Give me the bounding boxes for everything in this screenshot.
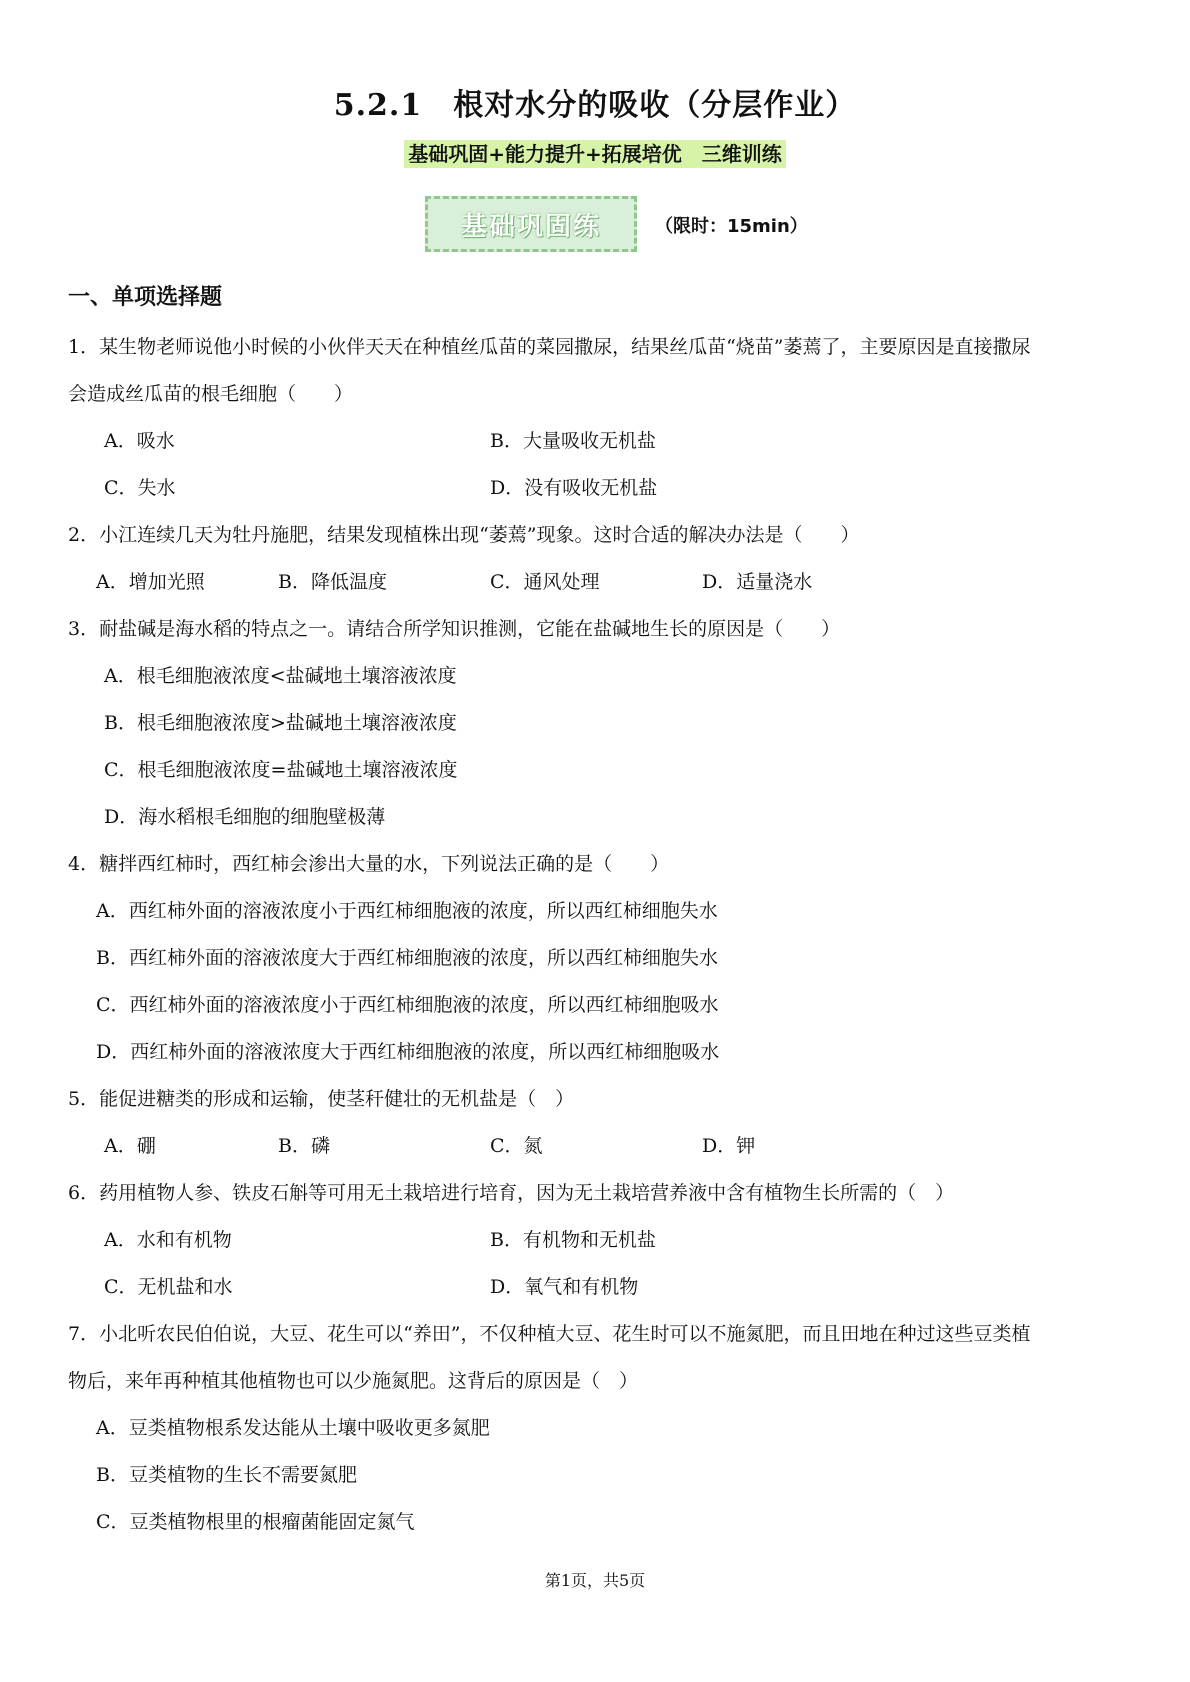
question-4-option-b[interactable]: B．西红柿外面的溶液浓度大于西红柿细胞液的浓度，所以西红柿细胞失水 [96,947,718,969]
question-7-options-row-3 [68,1499,1128,1546]
question-7-option-b[interactable]: B．豆类植物的生长不需要氮肥 [96,1464,357,1486]
question-3-option-a[interactable]: A．根毛细胞液浓度<盐碱地土壤溶液浓度 [104,665,457,687]
question-6-option-c[interactable]: C．无机盐和水 [104,1276,233,1298]
question-6-option-a[interactable]: A．水和有机物 [104,1229,232,1251]
question-4-option-a[interactable]: A．西红柿外面的溶液浓度小于西红柿细胞液的浓度，所以西红柿细胞失水 [96,900,718,922]
subtitle-container [0,140,1190,168]
question-3-options-row-4 [68,794,1128,841]
question-7-text-line-2: 物后，来年再种植其他植物也可以少施氮肥。这背后的原因是（ ） [68,1370,639,1392]
question-6-options-row-1 [68,1217,1128,1264]
page-indicator: 第1页，共5页 [544,1571,646,1590]
question-1-text-line-1: 1．某生物老师说他小时候的小伙伴天天在种植丝瓜苗的菜园撒尿，结果丝瓜苗“烧苗”萎蔫了，主要原因是直接撒尿 [68,336,1031,358]
question-1-option-a[interactable]: A．吸水 [104,430,175,452]
question-1-option-c[interactable]: C．失水 [104,477,176,499]
question-2-text: 2．小江连续几天为牡丹施肥，结果发现植株出现“萎蔫”现象。这时合适的解决办法是（ ） [68,524,860,546]
question-3-option-c[interactable]: C．根毛细胞液浓度=盐碱地土壤溶液浓度 [104,759,458,781]
question-4 [68,841,1128,1076]
question-7-text-line-1: 7．小北听农民伯伯说，大豆、花生可以“养田”，不仅种植大豆、花生时可以不施氮肥，而且田地在种过这些豆类植 [68,1323,1031,1345]
subtitle: 基础巩固+能力提升+拓展培优 三维训练 [404,140,786,168]
question-1-option-d[interactable]: D．没有吸收无机盐 [490,477,658,499]
question-3-options-row-1 [68,653,1128,700]
question-7-option-c[interactable]: C．豆类植物根里的根瘤菌能固定氮气 [96,1511,415,1533]
question-4-options-row-4 [68,1029,1128,1076]
question-2-option-b[interactable]: B．降低温度 [278,571,387,593]
question-1-options-row-2 [68,465,1128,512]
question-3-text: 3．耐盐碱是海水稻的特点之一。请结合所学知识推测，它能在盐碱地生长的原因是（ ） [68,618,841,640]
question-1-option-b[interactable]: B．大量吸收无机盐 [490,430,656,452]
question-5 [68,1076,1128,1170]
question-6 [68,1170,1128,1311]
question-2-option-a[interactable]: A．增加光照 [96,571,205,593]
question-2-option-d[interactable]: D．适量浇水 [702,571,813,593]
question-3-option-d[interactable]: D．海水稻根毛细胞的细胞壁极薄 [104,806,386,828]
question-3 [68,606,1128,841]
question-5-option-d[interactable]: D．钾 [702,1135,756,1157]
question-5-text: 5．能促进糖类的形成和运输，使茎秆健壮的无机盐是（ ） [68,1088,575,1110]
question-4-text: 4．糖拌西红柿时，西红柿会渗出大量的水，下列说法正确的是（ ） [68,853,670,875]
question-1 [68,324,1128,512]
question-7-option-a[interactable]: A．豆类植物根系发达能从土壤中吸收更多氮肥 [96,1417,490,1439]
section-badge: 基础巩固练 [425,196,637,252]
time-limit: （限时：15min） [655,216,808,237]
question-6-text: 6．药用植物人参、铁皮石斛等可用无土栽培进行培育，因为无土栽培营养液中含有植物生长所需的（ ） [68,1182,955,1204]
question-5-options-row [68,1123,1128,1170]
question-6-options-row-2 [68,1264,1128,1311]
question-2 [68,512,1128,606]
question-1-options-row-1 [68,418,1128,465]
question-4-options-row-1 [68,888,1128,935]
question-4-options-row-2 [68,935,1128,982]
question-3-options-row-3 [68,747,1128,794]
question-2-options-row [68,559,1128,606]
question-3-option-b[interactable]: B．根毛细胞液浓度>盐碱地土壤溶液浓度 [104,712,457,734]
question-5-option-b[interactable]: B．磷 [278,1135,330,1157]
question-6-option-b[interactable]: B．有机物和无机盐 [490,1229,656,1251]
question-7-options-row-2 [68,1452,1128,1499]
question-list [68,324,1128,1546]
question-2-option-c[interactable]: C．通风处理 [490,571,600,593]
question-5-option-a[interactable]: A．硼 [104,1135,156,1157]
page-title: 5.2.1 根对水分的吸收（分层作业） [333,88,857,123]
question-4-option-c[interactable]: C．西红柿外面的溶液浓度小于西红柿细胞液的浓度，所以西红柿细胞吸水 [96,994,719,1016]
question-5-option-c[interactable]: C．氮 [490,1135,543,1157]
question-4-option-d[interactable]: D．西红柿外面的溶液浓度大于西红柿细胞液的浓度，所以西红柿细胞吸水 [96,1041,720,1063]
section-heading: 一、单项选择题 [68,285,223,310]
question-7-options-row-1 [68,1405,1128,1452]
question-4-options-row-3 [68,982,1128,1029]
question-1-text-line-2: 会造成丝瓜苗的根毛细胞（ ） [68,383,354,405]
question-3-options-row-2 [68,700,1128,747]
question-7 [68,1311,1128,1546]
question-6-option-d[interactable]: D．氧气和有机物 [490,1276,639,1298]
